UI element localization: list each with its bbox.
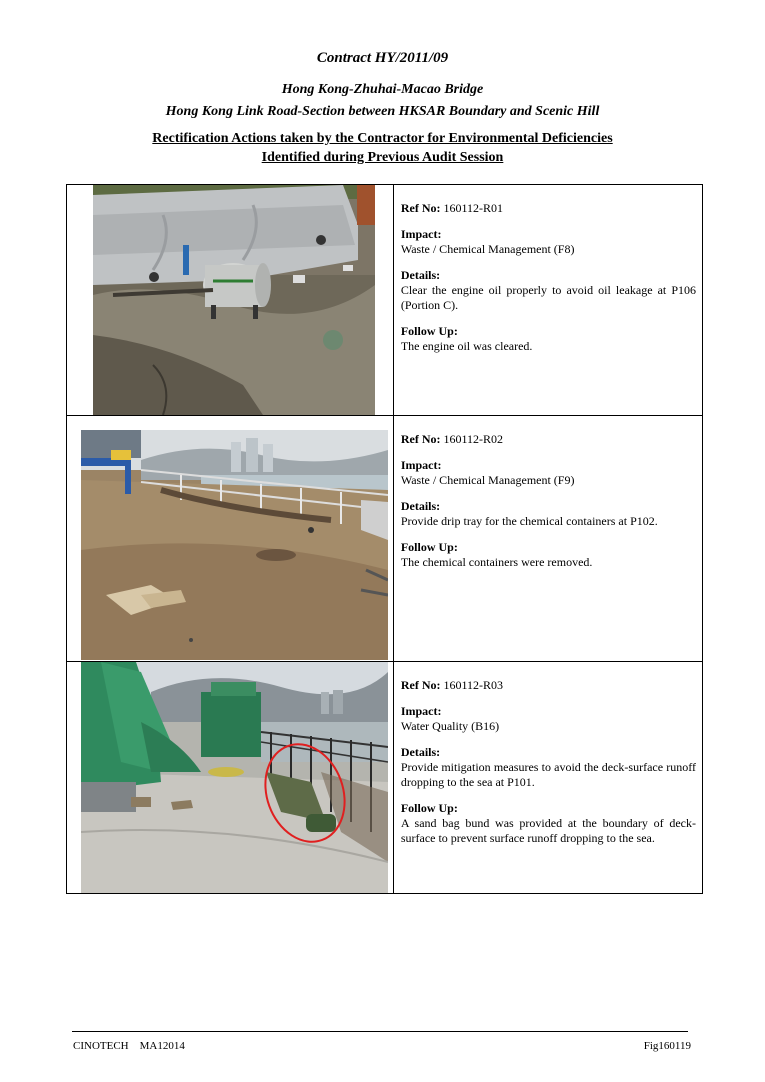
impact-value: Waste / Chemical Management (F9) — [400, 473, 575, 487]
followup-value: The chemical containers were removed. — [400, 555, 593, 569]
photo-cell — [67, 662, 394, 894]
document-title-line1: Rectification Actions taken by the Contractor for Environmental Deficiencies — [152, 131, 613, 146]
ref-number: 160112-R01 — [443, 201, 504, 215]
photo-cell — [67, 416, 394, 662]
ref-label: Ref No: — [400, 678, 441, 692]
document-title-line2: Identified during Previous Audit Session — [261, 150, 504, 165]
site-photo-engine-oil — [93, 185, 375, 415]
details-value: Provide mitigation measures to avoid the deck-surface runoff dropping to the sea at P101. — [400, 760, 696, 789]
table-row — [67, 416, 703, 662]
rectification-table — [66, 184, 703, 894]
footer-figure-number: Fig160119 — [643, 1040, 691, 1052]
impact-value: Waste / Chemical Management (F8) — [400, 242, 575, 256]
followup-label: Follow Up: — [400, 324, 458, 338]
ref-label: Ref No: — [400, 432, 441, 446]
impact-label: Impact: — [400, 458, 442, 472]
ref-label: Ref No: — [400, 201, 441, 215]
details-label: Details: — [400, 268, 441, 282]
ref-number: 160112-R02 — [443, 432, 504, 446]
site-photo-chemical-containers — [81, 430, 388, 660]
project-name: Hong Kong-Zhuhai-Macao Bridge — [281, 82, 484, 97]
site-photo-sand-bag-bund — [81, 662, 388, 893]
details-label: Details: — [400, 745, 441, 759]
details-cell — [393, 416, 702, 662]
project-section: Hong Kong Link Road-Section between HKSAR Boundary and Scenic Hill — [165, 104, 600, 119]
impact-label: Impact: — [400, 227, 442, 241]
details-cell — [393, 185, 702, 416]
contract-number: Contract HY/2011/09 — [316, 50, 449, 66]
footer-company-ref: CINOTECH MA12014 — [73, 1040, 185, 1052]
details-value: Provide drip tray for the chemical containers at P102. — [400, 514, 658, 528]
followup-label: Follow Up: — [400, 540, 458, 554]
details-value: Clear the engine oil properly to avoid oil leakage at P106 (Portion C). — [400, 283, 696, 312]
table-row — [67, 662, 703, 894]
details-cell — [393, 662, 702, 894]
impact-label: Impact: — [400, 704, 442, 718]
followup-value: The engine oil was cleared. — [400, 339, 533, 353]
footer-divider — [72, 1031, 688, 1032]
details-label: Details: — [400, 499, 441, 513]
impact-value: Water Quality (B16) — [400, 719, 500, 733]
followup-value: A sand bag bund was provided at the boundary of deck-surface to prevent surface runoff dropping to the sea. — [400, 816, 696, 845]
ref-number: 160112-R03 — [443, 678, 504, 692]
table-row — [67, 185, 703, 416]
followup-label: Follow Up: — [400, 801, 458, 815]
photo-cell — [67, 185, 394, 416]
